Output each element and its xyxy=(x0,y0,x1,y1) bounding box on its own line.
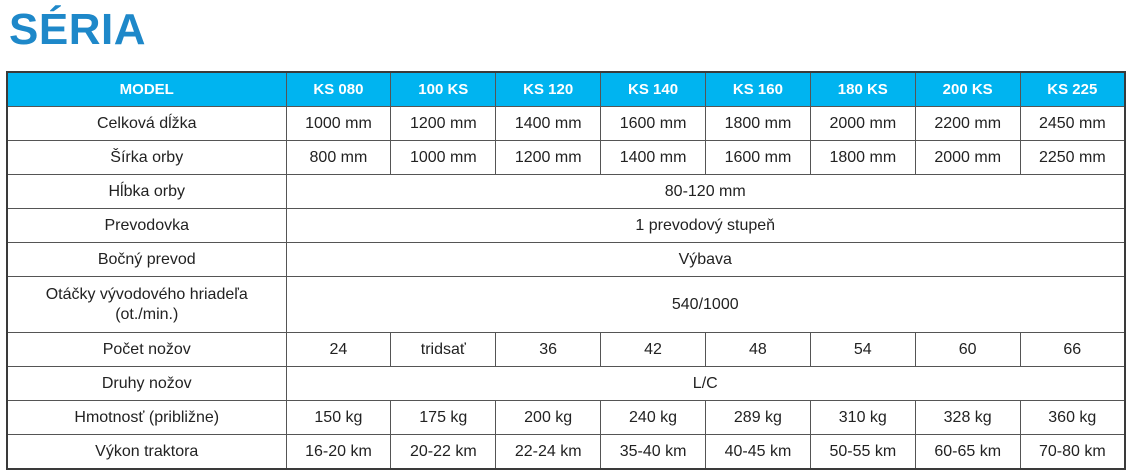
table-cell: 328 kg xyxy=(915,401,1020,435)
table-row xyxy=(7,209,1125,243)
table-cell: tridsať xyxy=(391,333,496,367)
header-cell-ks-160: KS 160 xyxy=(706,72,811,107)
table-cell: 22-24 km xyxy=(496,435,601,470)
row-label: Výkon traktora xyxy=(7,435,286,470)
table-cell-merged: L/C xyxy=(286,367,1125,401)
table-row xyxy=(7,277,1125,333)
table-cell-merged: 540/1000 xyxy=(286,277,1125,333)
header-cell-ks-225: KS 225 xyxy=(1020,72,1125,107)
table-cell: 66 xyxy=(1020,333,1125,367)
table-cell: 1400 mm xyxy=(601,141,706,175)
table-cell: 1800 mm xyxy=(706,107,811,141)
table-cell: 60 xyxy=(915,333,1020,367)
table-cell: 2450 mm xyxy=(1020,107,1125,141)
table-row xyxy=(7,367,1125,401)
table-cell: 70-80 km xyxy=(1020,435,1125,470)
header-cell-100-ks: 100 KS xyxy=(391,72,496,107)
table-cell: 1000 mm xyxy=(391,141,496,175)
table-cell: 360 kg xyxy=(1020,401,1125,435)
header-cell-ks-120: KS 120 xyxy=(496,72,601,107)
row-label: Bočný prevod xyxy=(7,243,286,277)
table-cell: 2250 mm xyxy=(1020,141,1125,175)
table-cell: 800 mm xyxy=(286,141,391,175)
table-cell: 1200 mm xyxy=(496,141,601,175)
table-row xyxy=(7,175,1125,209)
page-title: SÉRIA xyxy=(9,5,146,54)
table-row xyxy=(7,243,1125,277)
table-cell: 35-40 km xyxy=(601,435,706,470)
table-cell: 40-45 km xyxy=(706,435,811,470)
table-cell-merged: Výbava xyxy=(286,243,1125,277)
table-cell: 50-55 km xyxy=(810,435,915,470)
table-cell: 1400 mm xyxy=(496,107,601,141)
table-cell: 310 kg xyxy=(810,401,915,435)
table-cell: 1000 mm xyxy=(286,107,391,141)
table-cell: 1800 mm xyxy=(810,141,915,175)
row-label: Celková dĺžka xyxy=(7,107,286,141)
row-label: Prevodovka xyxy=(7,209,286,243)
table-row xyxy=(7,333,1125,367)
row-label: Hmotnosť (približne) xyxy=(7,401,286,435)
table-cell: 2200 mm xyxy=(915,107,1020,141)
table-cell-merged: 80-120 mm xyxy=(286,175,1125,209)
row-label: Otáčky vývodového hriadeľa (ot./min.) xyxy=(7,277,286,333)
row-label: Šírka orby xyxy=(7,141,286,175)
table-cell: 200 kg xyxy=(496,401,601,435)
table-cell: 1200 mm xyxy=(391,107,496,141)
table-cell: 60-65 km xyxy=(915,435,1020,470)
table-cell: 20-22 km xyxy=(391,435,496,470)
table-cell: 150 kg xyxy=(286,401,391,435)
row-label: Druhy nožov xyxy=(7,367,286,401)
row-label: Počet nožov xyxy=(7,333,286,367)
table-cell: 48 xyxy=(706,333,811,367)
table-row xyxy=(7,401,1125,435)
header-cell-ks-080: KS 080 xyxy=(286,72,391,107)
table-cell: 175 kg xyxy=(391,401,496,435)
table-cell-merged: 1 prevodový stupeň xyxy=(286,209,1125,243)
table-cell: 16-20 km xyxy=(286,435,391,470)
specification-table xyxy=(6,71,1126,470)
table-cell: 240 kg xyxy=(601,401,706,435)
table-cell: 42 xyxy=(601,333,706,367)
row-label: Hĺbka orby xyxy=(7,175,286,209)
table-cell: 1600 mm xyxy=(601,107,706,141)
table-cell: 1600 mm xyxy=(706,141,811,175)
table-row xyxy=(7,107,1125,141)
table-cell: 2000 mm xyxy=(810,107,915,141)
table-row xyxy=(7,435,1125,470)
table-cell: 36 xyxy=(496,333,601,367)
table-cell: 54 xyxy=(810,333,915,367)
header-cell-model: MODEL xyxy=(7,72,286,107)
table-cell: 24 xyxy=(286,333,391,367)
header-cell-ks-140: KS 140 xyxy=(601,72,706,107)
table-cell: 289 kg xyxy=(706,401,811,435)
table-header-row xyxy=(7,72,1125,107)
header-cell-200-ks: 200 KS xyxy=(915,72,1020,107)
table-cell: 2000 mm xyxy=(915,141,1020,175)
header-cell-180-ks: 180 KS xyxy=(810,72,915,107)
table-row xyxy=(7,141,1125,175)
